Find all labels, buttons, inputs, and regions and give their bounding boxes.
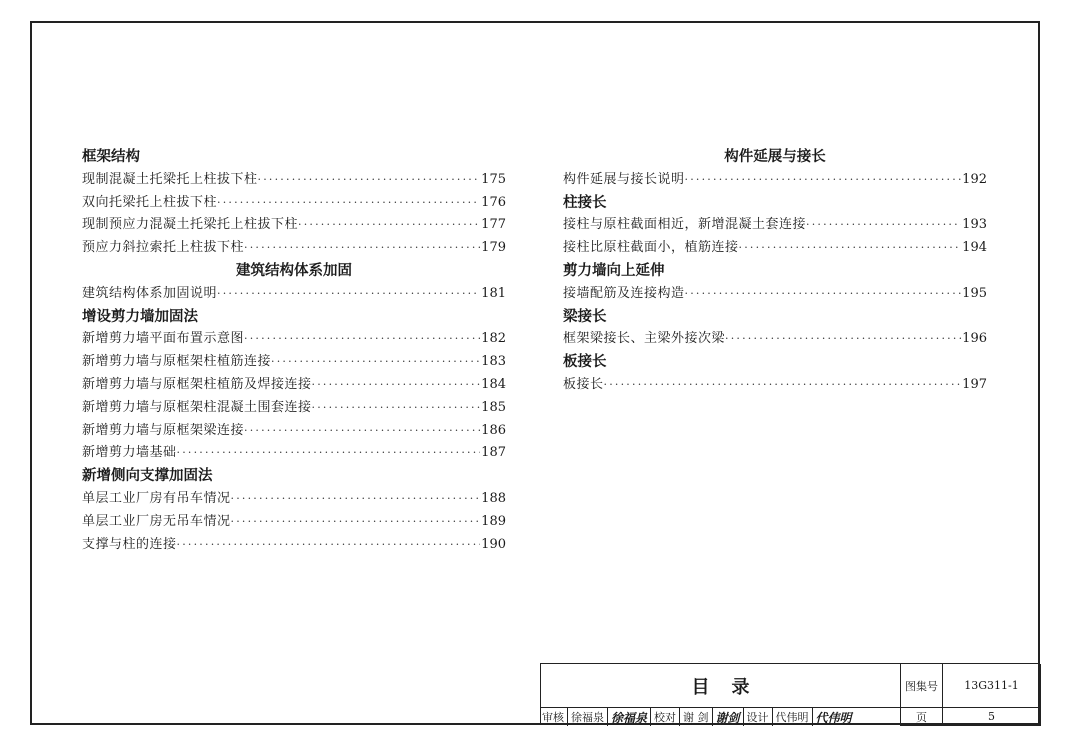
toc-entry [563, 169, 987, 192]
toc-section-heading: 增设剪力墙加固法 [82, 308, 198, 325]
toc-entry-title: 建筑结构体系加固说明 [82, 285, 218, 301]
toc-leader-dots [725, 328, 961, 351]
toc-page-number: 196 [962, 331, 987, 347]
toc-page-number: 179 [481, 240, 506, 256]
page-label: 页 [901, 708, 943, 726]
toc-leader-dots [244, 420, 480, 443]
toc-entry [82, 397, 506, 420]
toc-leader-dots [231, 511, 481, 534]
toc-page-number: 190 [481, 536, 506, 552]
toc-leader-dots [312, 374, 481, 397]
toc-leader-dots [244, 237, 480, 260]
title-block-title: 目录 [541, 664, 901, 708]
atlas-label: 图集号 [901, 664, 943, 708]
toc-leader-dots [258, 169, 481, 192]
toc-entry-title: 现制预应力混凝土托梁托上柱拔下柱 [82, 217, 299, 233]
toc-leader-dots [244, 328, 480, 351]
review-label: 审核 [542, 711, 564, 724]
design-signature: 代伟明 [815, 710, 852, 725]
toc-leader-dots [806, 214, 961, 237]
toc-leader-dots [685, 169, 962, 192]
check-signature: 谢剑 [715, 710, 740, 725]
check-label: 校对 [654, 711, 677, 724]
toc-entry [82, 237, 506, 260]
toc-page-number: 176 [481, 194, 506, 210]
toc-entry-title: 新增剪力墙平面布置示意图 [82, 331, 245, 347]
toc-page-number: 188 [481, 490, 506, 506]
toc-entry [563, 328, 987, 351]
toc-page-number: 183 [481, 354, 506, 370]
toc-leader-dots [217, 192, 480, 215]
toc-entry-title: 接柱与原柱截面相近，新增混凝土套连接 [563, 217, 807, 233]
toc-entry [82, 169, 506, 192]
toc-page-number: 181 [481, 285, 506, 301]
toc-entry-title: 新增剪力墙与原框架柱植筋连接 [82, 354, 272, 370]
review-name: 徐福泉 [571, 711, 604, 724]
toc-page-number: 195 [962, 285, 987, 301]
toc-entry-title: 预应力斜拉索托上柱拔下柱 [82, 240, 245, 256]
toc-entry [82, 351, 506, 374]
toc-entry [82, 420, 506, 443]
review-signature: 徐福泉 [611, 710, 648, 725]
signature-row [541, 708, 901, 726]
toc-entry [82, 534, 506, 557]
toc-leader-dots [604, 374, 962, 397]
toc-entry-title: 单层工业厂房无吊车情况 [82, 513, 231, 529]
toc-entry [82, 488, 506, 511]
toc-entry-title: 新增剪力墙与原框架梁连接 [82, 422, 245, 438]
design-name: 代伟明 [775, 711, 809, 724]
toc-page-number: 197 [962, 376, 987, 392]
toc-leader-dots [231, 488, 481, 511]
atlas-number: 13G311-1 [943, 664, 1041, 708]
toc-page-number: 192 [962, 171, 987, 187]
toc-leader-dots [177, 534, 481, 557]
toc-entry [82, 192, 506, 215]
toc-entry [563, 374, 987, 397]
toc-leader-dots [177, 442, 481, 465]
title-block [540, 663, 1040, 725]
toc-entry-title: 双向托梁托上柱拔下柱 [82, 194, 218, 210]
toc-page-number: 187 [481, 445, 506, 461]
toc-page-number: 175 [481, 171, 506, 187]
toc-entry [82, 511, 506, 534]
toc-page-number: 189 [481, 513, 506, 529]
toc-entry-title: 板接长 [563, 376, 604, 392]
toc-page-number: 184 [481, 376, 506, 392]
toc-left-column [82, 146, 506, 556]
design-label: 设计 [746, 711, 769, 724]
page-number: 5 [943, 708, 1041, 726]
toc-entry-title: 构件延展与接长说明 [563, 171, 685, 187]
toc-page-number: 194 [962, 240, 987, 256]
toc-page-number: 186 [481, 422, 506, 438]
toc-leader-dots [217, 283, 480, 306]
toc-leader-dots [298, 214, 480, 237]
toc-leader-dots [739, 237, 962, 260]
toc-section-heading: 构件延展与接长 [724, 149, 826, 165]
toc-leader-dots [271, 351, 480, 374]
toc-entry [82, 283, 506, 306]
toc-entry-title: 支撑与柱的连接 [82, 536, 177, 552]
toc-section-heading: 建筑结构体系加固 [236, 262, 352, 279]
toc-page-number: 182 [481, 331, 506, 347]
toc-page-number: 185 [481, 399, 506, 415]
toc-section-heading: 新增侧向支撑加固法 [82, 468, 213, 485]
toc-entry [82, 214, 506, 237]
toc-section-heading: 柱接长 [563, 194, 607, 211]
check-name: 谢 剑 [683, 711, 709, 724]
toc-section-heading: 梁接长 [563, 308, 607, 325]
toc-entry-title: 现制混凝土托梁托上柱拔下柱 [82, 171, 258, 187]
toc-right-column [563, 146, 987, 397]
toc-leader-dots [312, 397, 481, 420]
toc-entry [82, 442, 506, 465]
toc-section-heading: 框架结构 [82, 149, 140, 165]
toc-entry-title: 新增剪力墙与原框架柱混凝土围套连接 [82, 399, 312, 415]
toc-page-number: 177 [481, 217, 506, 233]
toc-leader-dots [685, 283, 962, 306]
toc-entry-title: 接柱比原柱截面小，植筋连接 [563, 240, 739, 256]
toc-page-number: 193 [962, 217, 987, 233]
toc-entry-title: 接墙配筋及连接构造 [563, 285, 685, 301]
toc-section-heading: 板接长 [563, 354, 607, 371]
toc-entry [563, 214, 987, 237]
toc-section-heading: 剪力墙向上延伸 [563, 262, 665, 279]
toc-entry [82, 328, 506, 351]
toc-entry-title: 新增剪力墙基础 [82, 445, 177, 461]
toc-entry [563, 237, 987, 260]
toc-entry-title: 单层工业厂房有吊车情况 [82, 490, 231, 506]
toc-entry-title: 框架梁接长、主梁外接次梁 [563, 331, 726, 347]
toc-entry [82, 374, 506, 397]
toc-entry-title: 新增剪力墙与原框架柱植筋及焊接连接 [82, 376, 312, 392]
toc-entry [563, 283, 987, 306]
